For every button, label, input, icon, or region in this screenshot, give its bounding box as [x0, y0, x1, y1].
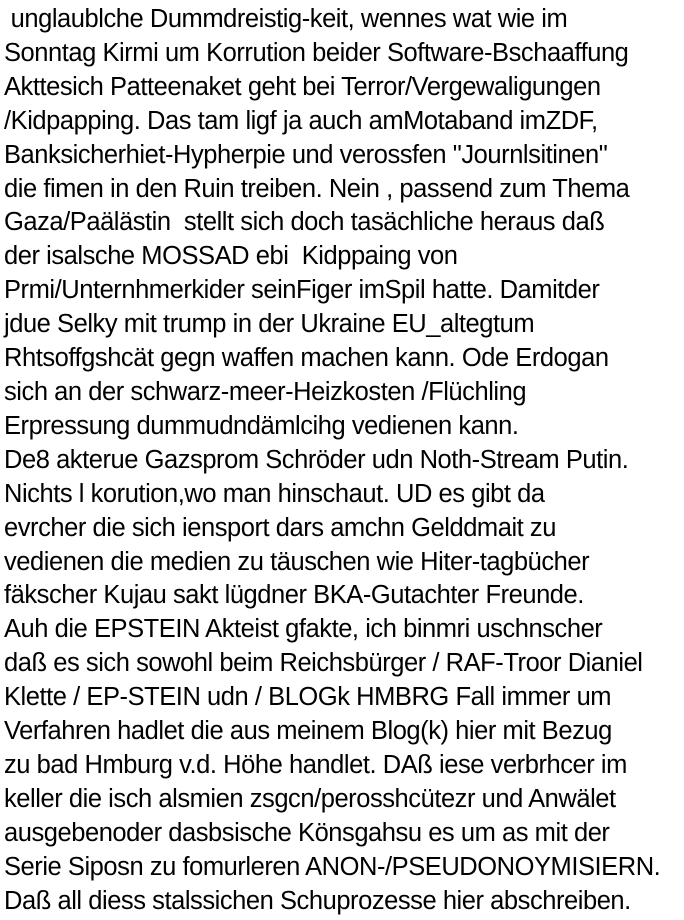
- text-line: jdue Selky mit trump in der Ukraine EU_altegtum: [4, 310, 535, 339]
- text-block: [4, 3, 684, 918]
- text-line: Akttesich Patteenaket geht bei Terror/Vergewaligungen: [4, 72, 601, 101]
- text-line: Rhtsoffgshcät gegn waffen machen kann. Ode Erdogan: [4, 344, 609, 373]
- text-line: /Kidpapping. Das tam ligf ja auch amMotaband imZDF,: [4, 106, 598, 135]
- text-line: Erpressung dummudndämlcihg vedienen kann.: [4, 411, 519, 440]
- text-line: die fimen in den Ruin treiben. Nein , passend zum Thema: [4, 174, 630, 203]
- text-line: keller die isch alsmien zsgcn/perosshcütezr und Anwälet: [4, 784, 616, 813]
- text-line: daß es sich sowohl beim Reichsbürger / RAF-Troor Dianiel: [4, 649, 643, 678]
- text-line: zu bad Hmburg v.d. Höhe handlet. DAß iese verbrhcer im: [4, 750, 627, 779]
- text-line: evrcher die sich iensport dars amchn Gelddmait zu: [4, 513, 556, 542]
- text-line: Daß all diess stalssichen Schuprozesse hier abschreiben.: [4, 886, 631, 915]
- text-line: vedienen die medien zu täuschen wie Hiter-tagbücher: [4, 547, 590, 576]
- text-line: Klette / EP-STEIN udn / BLOGk HMBRG Fall immer um: [4, 683, 612, 712]
- text-line: sich an der schwarz-meer-Heizkosten /Flüchling: [4, 377, 527, 406]
- text-line: Verfahren hadlet die aus meinem Blog(k) hier mit Bezug: [4, 717, 612, 746]
- text-line: Nichts l korution,wo man hinschaut. UD es gibt da: [4, 479, 545, 508]
- text-line: Banksicherhiet-Hypherpie und verossfen "Journlsitinen": [4, 140, 608, 169]
- text-line: fäkscher Kujau sakt lügdner BKA-Gutachter Freunde.: [4, 581, 584, 610]
- text-line: Prmi/Unternhmerkider seinFiger imSpil hatte. Damitder: [4, 276, 600, 305]
- text-line: unglaublche Dummdreistig-keit, wennes wat wie im: [4, 5, 568, 33]
- text-line: Sonntag Kirmi um Korrution beider Software-Bschaaffung: [4, 38, 629, 67]
- text-line: der isalsche MOSSAD ebi Kidppaing von: [4, 242, 458, 271]
- text-line: ausgebenoder dasbsische Könsgahsu es um as mit der: [4, 818, 610, 847]
- text-line: De8 akterue Gazsprom Schröder udn Noth-Stream Putin.: [4, 445, 629, 474]
- text-line: Auh die EPSTEIN Akteist gfakte, ich binmri uschnscher: [4, 615, 603, 644]
- text-line: Gaza/Paälästin stellt sich doch tasächliche heraus daß: [4, 208, 605, 237]
- text-line: Serie Siposn zu fomurleren ANON-/PSEUDONOYMISIERN.: [4, 852, 661, 881]
